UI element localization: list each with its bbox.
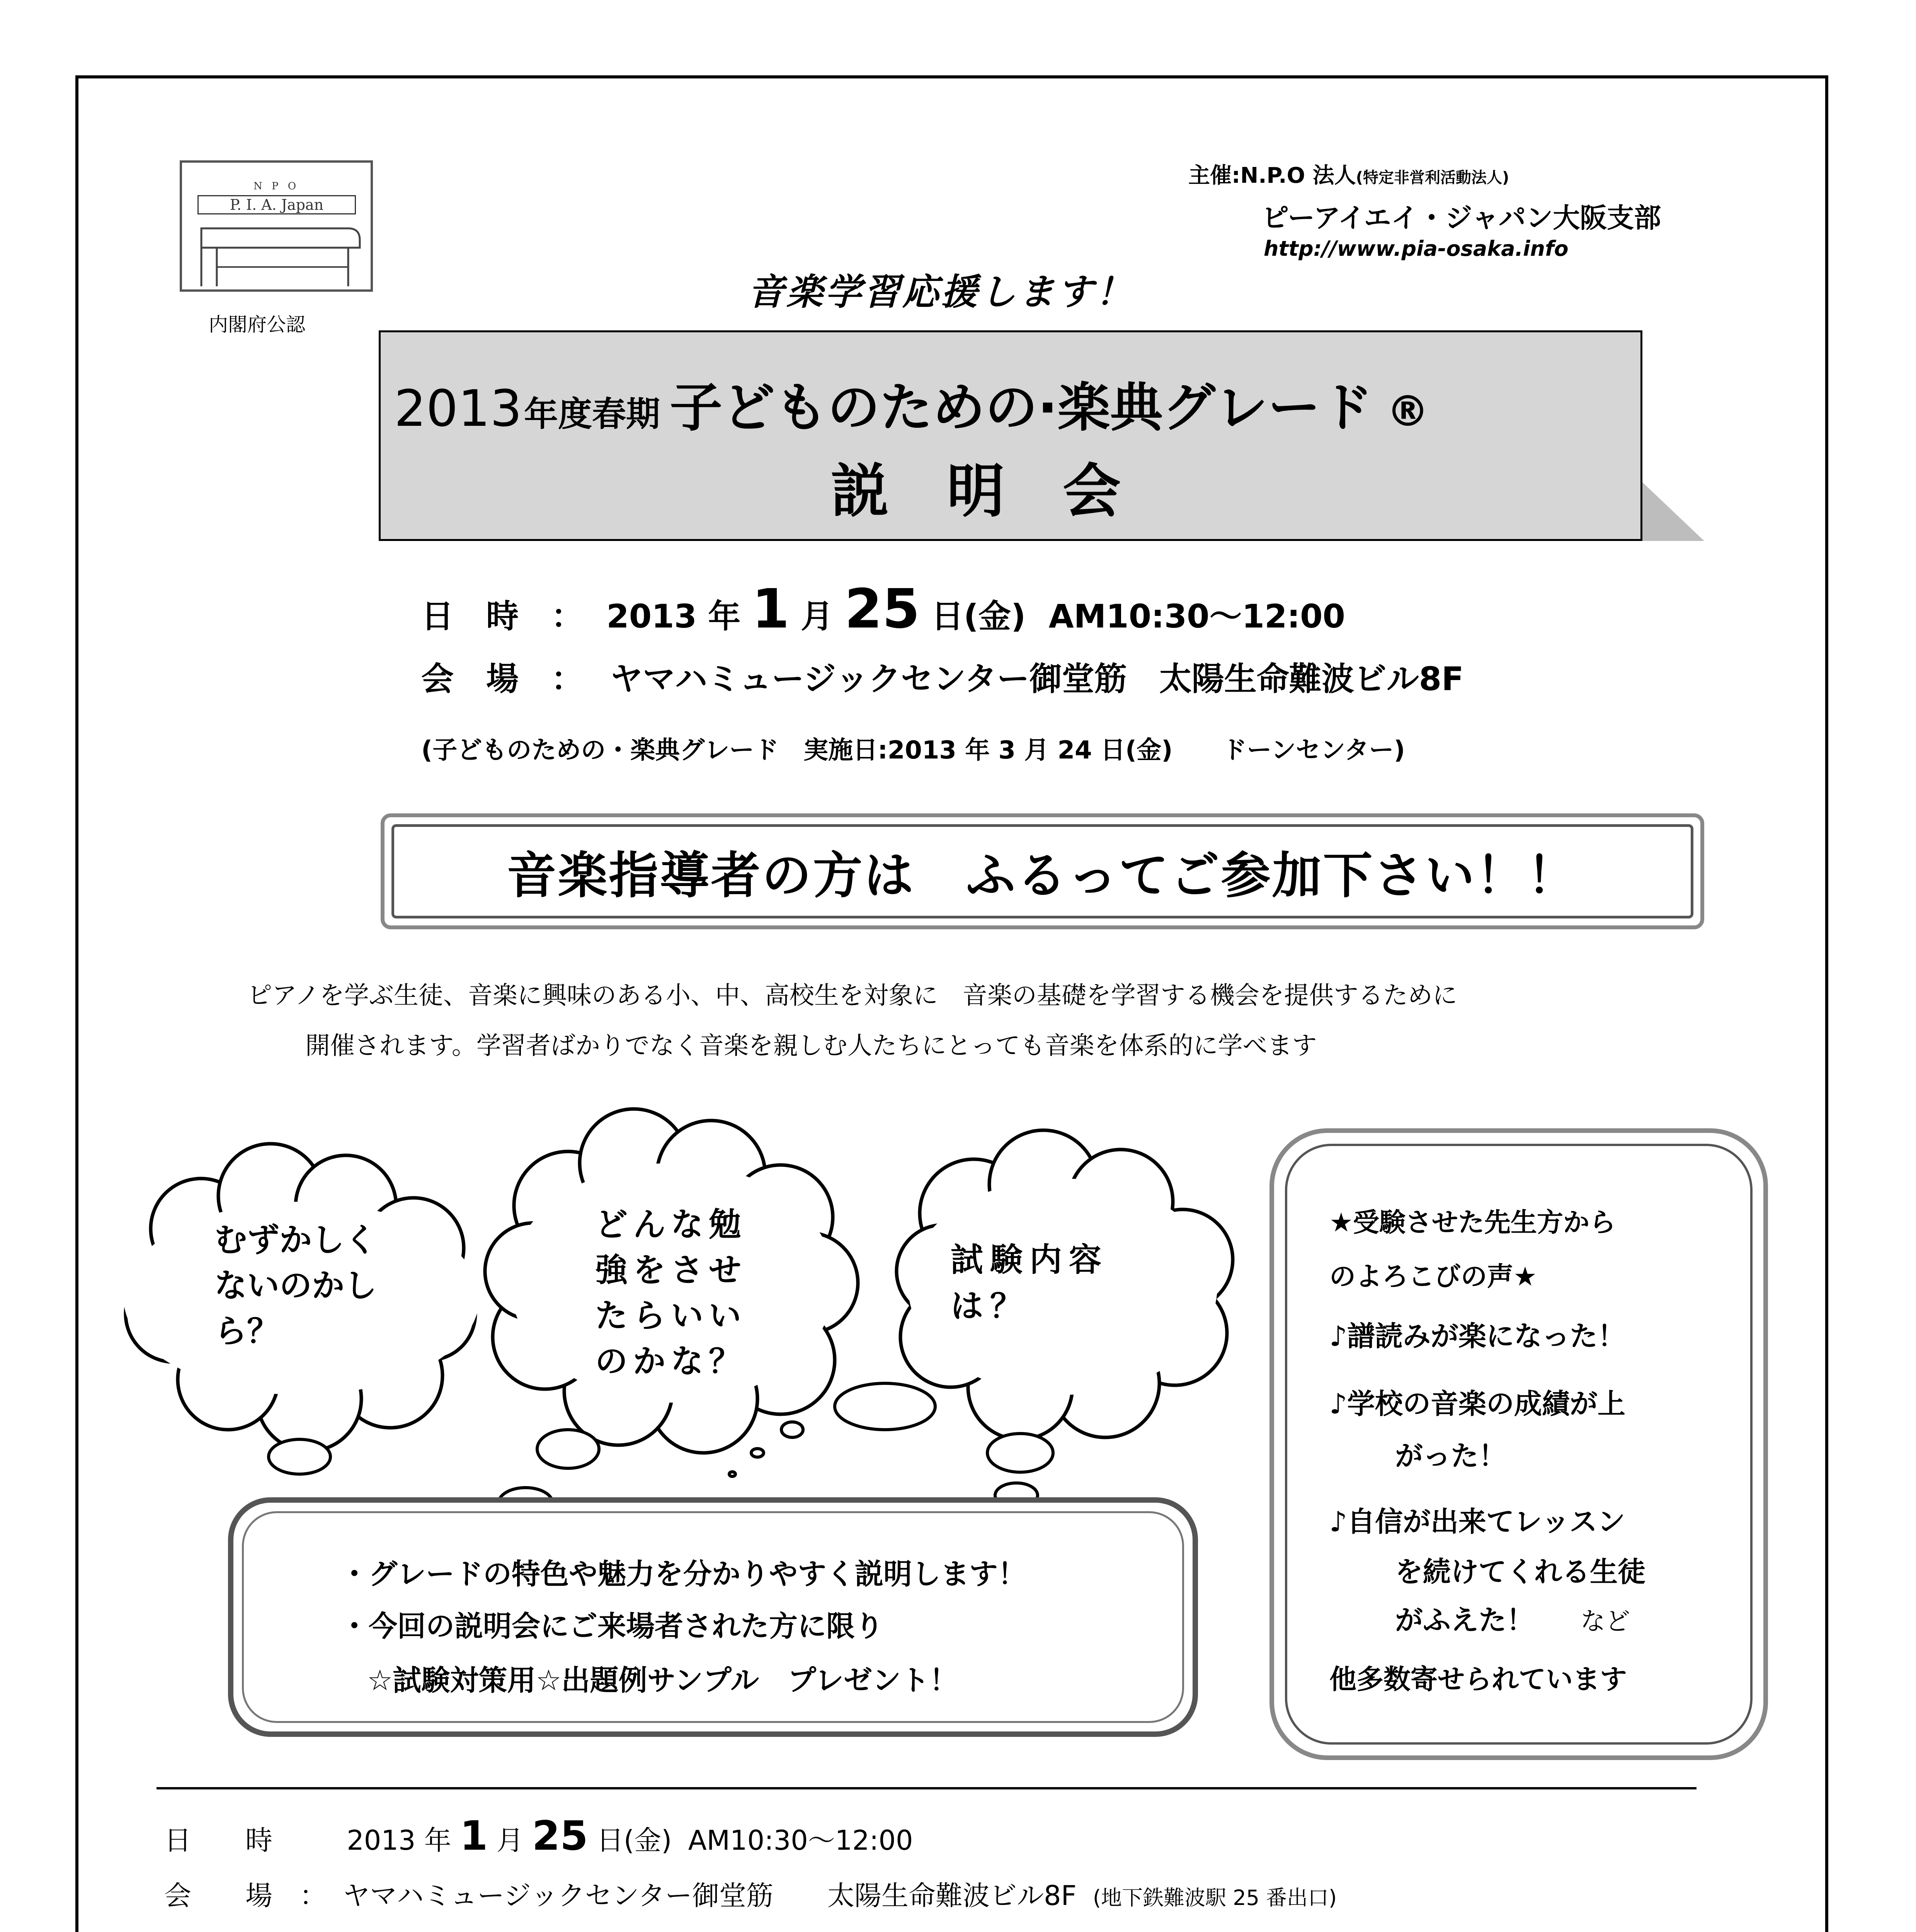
event-time: AM10:30～12:00 xyxy=(1048,597,1346,635)
voices-title-1: ★受験させた先生方から xyxy=(1329,1208,1616,1238)
details-date-line: 日 時 2013 年 1 月 25 日(金) AM10:30～12:00 xyxy=(164,1812,913,1859)
event-day: 25 xyxy=(844,578,920,641)
voice-3b: を続けてくれる生徒 xyxy=(1395,1556,1646,1588)
organizer-name: ピーアイエイ・ジャパン大阪支部 xyxy=(1262,202,1661,234)
info-line-1: ・グレードの特色や魅力を分かりやすく説明します！ xyxy=(340,1558,1026,1591)
event-venue: ヤマハミュージックセンター御堂筋 太陽生命難波ビル8F xyxy=(610,660,1464,698)
banner-subtitle: 説 明 会 xyxy=(831,458,1121,525)
voice-2a: ♪学校の音楽の成績が上 xyxy=(1329,1388,1625,1420)
logo-name: P. I. A. Japan xyxy=(197,195,356,214)
cabinet-office-label: 内閣府公認 xyxy=(209,313,305,336)
intro-line-2: 開催されます。学習者ばかりでなく音楽を親しむ人たちにとっても音楽を体系的に学べます xyxy=(305,1032,1317,1060)
voice-2b: がった！ xyxy=(1395,1440,1507,1472)
voice-3c: がふえた！ など xyxy=(1395,1604,1630,1636)
voices-footer: 他多数寄せられています xyxy=(1329,1663,1627,1695)
voices-title-2: のよろこびの声★ xyxy=(1329,1262,1537,1292)
info-line-3: ☆試験対策用☆出題例サンプル プレゼント！ xyxy=(367,1664,958,1697)
exam-note: (子どものための・楽典グレード 実施日:2013 年 3 月 24 日(金) ドーンセンター) xyxy=(421,736,1405,765)
logo-npo: N P O xyxy=(253,180,299,192)
organizer-note: (特定非営利活動法人) xyxy=(1356,169,1509,187)
voice-3a: ♪自信が出来てレッスン xyxy=(1329,1505,1625,1538)
cloud-2-text: どんな勉 強をさせ たらいい のかな？ xyxy=(595,1206,747,1380)
details-venue-line: 会 場 ： ヤマハミュージックセンター御堂筋 太陽生命難波ビル8F (地下鉄難波駅 25 番出口) xyxy=(164,1880,1337,1912)
banner-year: 2013 xyxy=(394,379,522,438)
details-date-label: 日 時 xyxy=(164,1825,272,1856)
section-divider xyxy=(157,1787,1696,1789)
event-month: 1 xyxy=(752,578,790,641)
voice-1: ♪譜読みが楽になった！ xyxy=(1329,1320,1625,1352)
cloud-1-text: むずかしく ないのかし ら？ xyxy=(214,1221,377,1350)
tagline: 音楽学習応援します！ xyxy=(748,271,1135,313)
organizer-url[interactable]: http://www.pia-osaka.info xyxy=(1264,236,1569,261)
event-date-line: 日 時 ： 2013 年 1 月 25 日(金) AM10:30～12:00 xyxy=(421,578,1346,641)
info-line-2: ・今回の説明会にご来場者された方に限り xyxy=(340,1610,883,1643)
registered-mark: ® xyxy=(1386,386,1429,436)
banner-season: 年度春期 xyxy=(524,394,660,434)
organizer-label: 主催:N.P.O 法人(特定非営利活動法人) xyxy=(1188,163,1509,188)
callout-text: 音楽指導者の方は ふるってご参加下さい！！ xyxy=(391,824,1693,918)
event-date-label: 日 時 ： xyxy=(421,597,584,635)
banner-title: 子どものための·楽典グレード xyxy=(670,378,1373,439)
cloud-3-text: 試験内容 は？ xyxy=(951,1241,1109,1325)
event-venue-label: 会 場 ： xyxy=(421,660,584,698)
intro-line-1: ピアノを学ぶ生徒、音楽に興味のある小、中、高校生を対象に 音楽の基礎を学習する機会を提供するために xyxy=(247,981,1457,1010)
